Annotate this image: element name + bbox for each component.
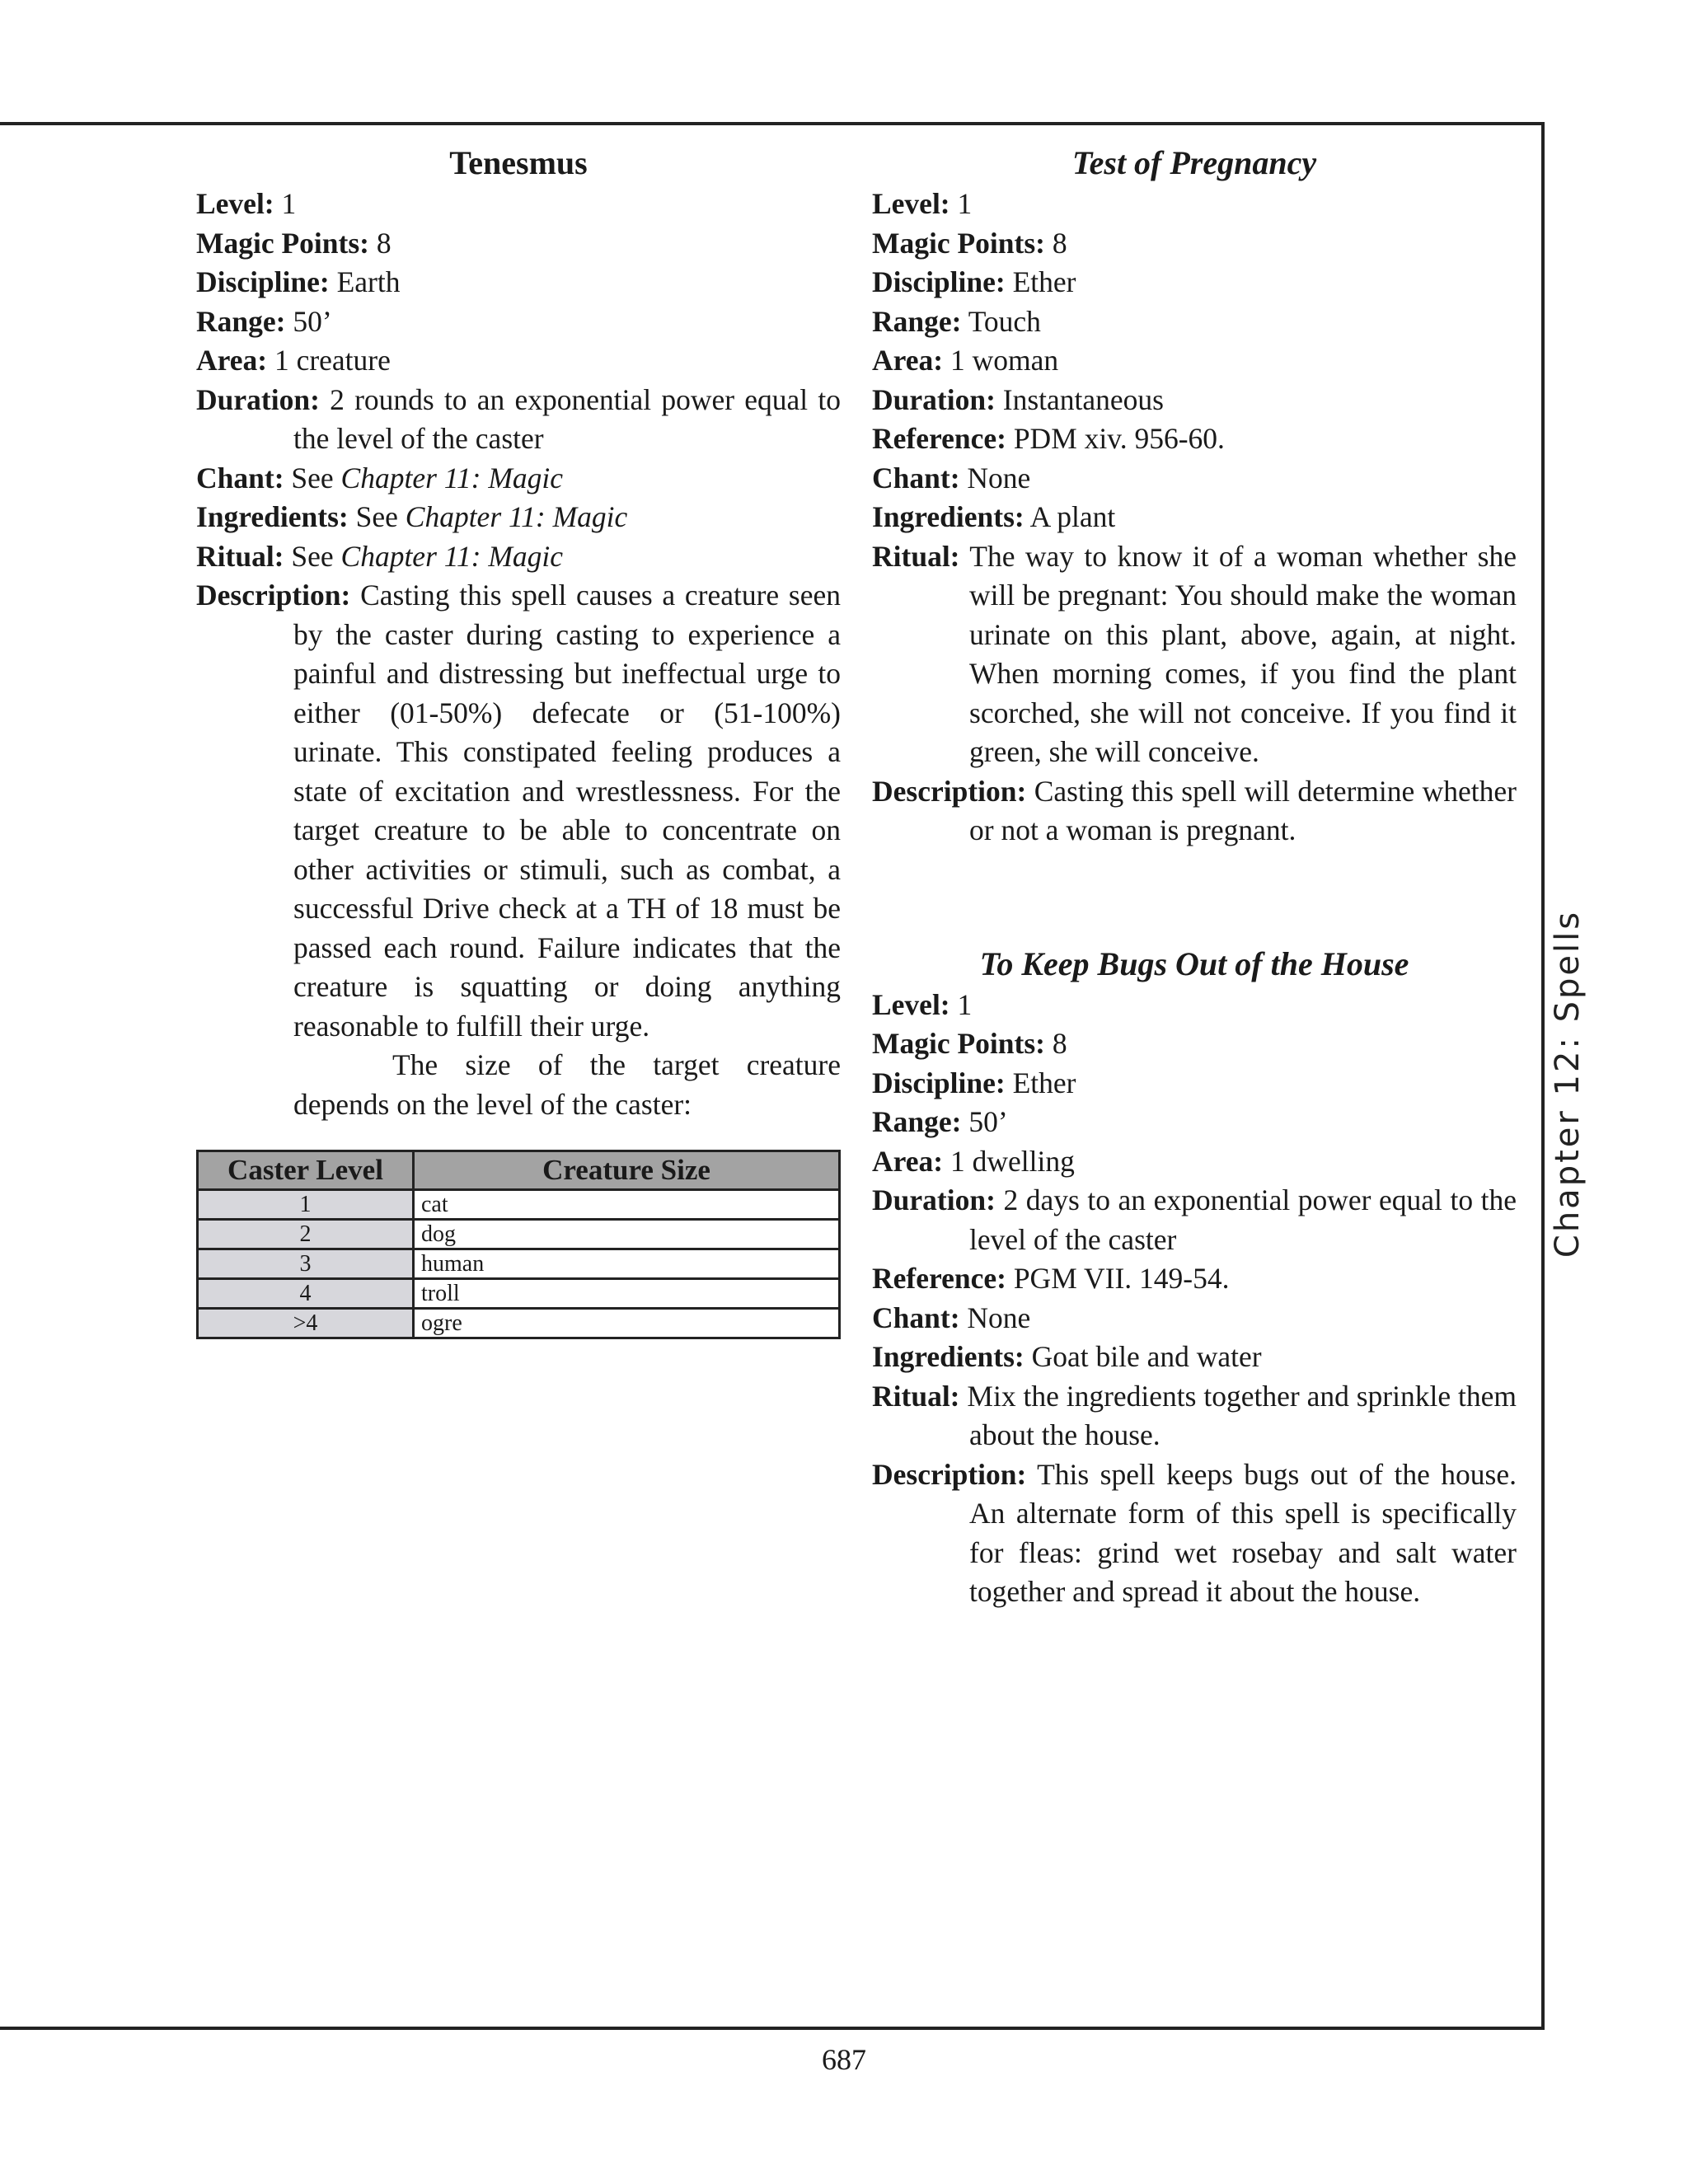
stat-chant: Chant: None xyxy=(872,1301,1031,1334)
table-row xyxy=(198,1279,840,1309)
spell-title-test-of-pregnancy: Test of Pregnancy xyxy=(1071,144,1317,181)
caster-level-table xyxy=(196,1150,841,1339)
cell-creature-size: troll xyxy=(414,1279,840,1309)
chapter-label: Chapter 12: Spells xyxy=(1549,909,1587,1258)
section-spacer xyxy=(872,851,1517,941)
stat-chant: Chant: None xyxy=(872,461,1031,494)
table-row xyxy=(198,1249,840,1279)
stat-level: Level: 1 xyxy=(196,187,297,220)
stat-duration: Duration: 2 days to an exponential power equal to the level of the caster xyxy=(872,1183,1517,1256)
cell-creature-size: cat xyxy=(414,1190,840,1220)
stat-reference: Reference: PDM xiv. 956-60. xyxy=(872,422,1225,455)
spell-title-keep-bugs-out: To Keep Bugs Out of the House xyxy=(979,944,1409,982)
stat-description: Description: Casting this spell will determine whether or not a woman is pregnant. xyxy=(872,774,1517,846)
stat-ingredients: Ingredients: A plant xyxy=(872,500,1116,533)
page-number: 687 xyxy=(822,2043,866,2076)
table-header-row xyxy=(198,1151,840,1190)
left-column xyxy=(196,140,841,1124)
stat-level: Level: 1 xyxy=(872,987,973,1021)
stat-magic-points: Magic Points: 8 xyxy=(872,226,1067,260)
right-column xyxy=(872,140,1517,1612)
cell-creature-size: ogre xyxy=(414,1309,840,1338)
description-continued: The size of the target creature depends on the level of the caster: xyxy=(293,1048,841,1121)
stat-magic-points: Magic Points: 8 xyxy=(196,226,392,260)
stat-discipline: Discipline: Ether xyxy=(872,1066,1076,1099)
stat-description: Description: Casting this spell causes a creature seen by the caster during casting to experience a painful and distressing but ineffectual urge to either (01-50%) defecate or (51-100%) urinate. This constipated feeling produces a state of excitation and wrestlessness. For the target creature to be able to concentrate on other activities or stimuli, such as combat, a successful Drive check at a TH of 18 must be passed each round. Failure indicates that the creature is squatting or doing anything reasonable to fulfill their urge. xyxy=(196,579,841,1043)
table-row xyxy=(198,1190,840,1220)
stat-ingredients: Ingredients: See Chapter 11: Magic xyxy=(196,500,628,533)
stat-level: Level: 1 xyxy=(872,187,973,220)
cell-caster-level: >4 xyxy=(198,1309,414,1338)
stat-magic-points: Magic Points: 8 xyxy=(872,1027,1067,1060)
column-header-caster-level: Caster Level xyxy=(198,1151,414,1190)
stat-area: Area: 1 woman xyxy=(872,344,1059,377)
stat-ritual: Ritual: The way to know it of a woman whether she will be pregnant: You should make the woman urinate on this plant, above, again, at night. When morning comes, if you find the plant scorched, she will not conceive. If you find it green, she will conceive. xyxy=(872,539,1517,768)
stat-ingredients: Ingredients: Goat bile and water xyxy=(872,1340,1262,1373)
column-header-creature-size: Creature Size xyxy=(414,1151,840,1190)
stat-chant: Chant: See Chapter 11: Magic xyxy=(196,461,564,494)
stat-area: Area: 1 dwelling xyxy=(872,1144,1075,1178)
stat-ritual: Ritual: Mix the ingredients together and sprinkle them about the house. xyxy=(872,1379,1517,1451)
stat-description: Description: This spell keeps bugs out of the house. An alternate form of this spell is specifically for fleas: grind wet rosebay and salt water together and spread it about the house. xyxy=(872,1457,1517,1608)
stat-range: Range: 50’ xyxy=(872,1105,1008,1138)
table-row xyxy=(198,1309,840,1338)
stat-duration: Duration: Instantaneous xyxy=(872,382,1164,416)
table-row xyxy=(198,1220,840,1249)
cell-creature-size: human xyxy=(414,1249,840,1279)
cell-caster-level: 3 xyxy=(198,1249,414,1279)
cell-caster-level: 2 xyxy=(198,1220,414,1249)
stat-discipline: Discipline: Earth xyxy=(196,265,401,298)
stat-area: Area: 1 creature xyxy=(196,344,391,377)
stat-range: Range: Touch xyxy=(872,304,1041,338)
stat-range: Range: 50’ xyxy=(196,304,332,338)
chapter-sidebar-tab xyxy=(1543,909,1592,1258)
stat-reference: Reference: PGM VII. 149-54. xyxy=(872,1262,1230,1295)
stat-discipline: Discipline: Ether xyxy=(872,265,1076,298)
stat-duration: Duration: 2 rounds to an exponential power equal to the level of the caster xyxy=(196,382,841,455)
cell-caster-level: 4 xyxy=(198,1279,414,1309)
cell-caster-level: 1 xyxy=(198,1190,414,1220)
stat-ritual: Ritual: See Chapter 11: Magic xyxy=(196,539,564,573)
spell-title-tenesmus: Tenesmus xyxy=(449,144,588,181)
cell-creature-size: dog xyxy=(414,1220,840,1249)
